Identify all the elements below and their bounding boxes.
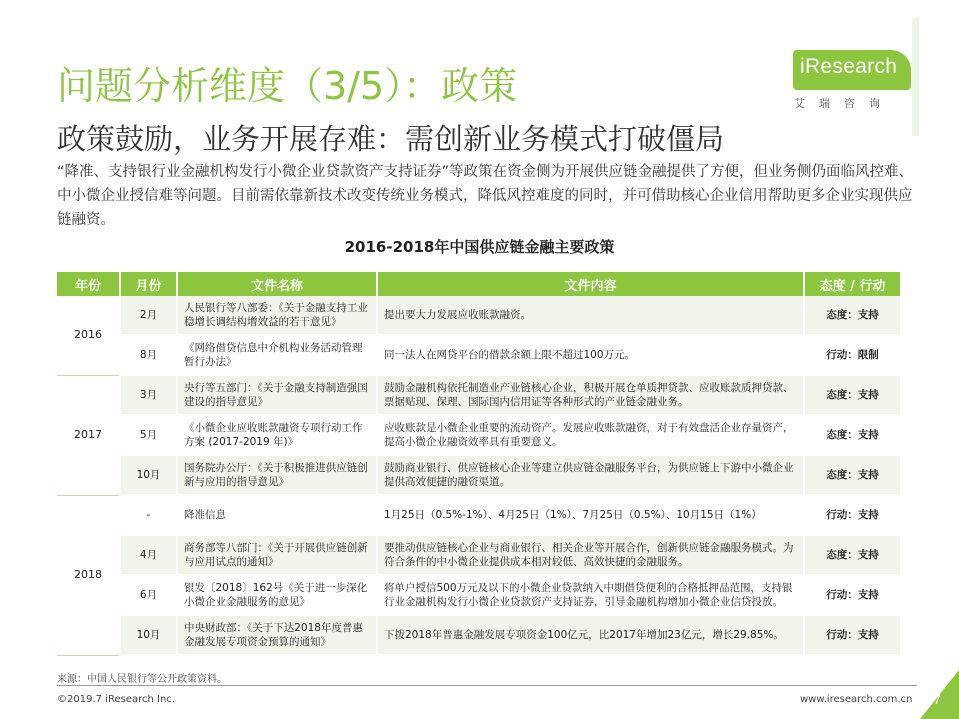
year-cell: 2016 <box>57 296 120 375</box>
doc-content-cell: 将单户授信500万元及以下的小微企业贷款纳入中期借贷便利的合格抵押品范围，支持银行业金融机构发行小微企业贷款资产支持证券，引导金融机构增加小微企业信贷投放。 <box>377 575 804 615</box>
doc-name-cell: 人民银行等八部委：《关于金融支持工业稳增长调结构增效益的若干意见》 <box>177 296 377 335</box>
doc-name-cell: 中央财政部：《关于下达2018年度普惠金融发展专项资金预算的通知》 <box>177 615 377 655</box>
month-cell: 8月 <box>120 335 177 375</box>
stance-cell: 行动：支持 <box>804 575 900 615</box>
header-year: 年份 <box>57 272 120 296</box>
stance-cell: 态度：支持 <box>804 375 900 415</box>
stance-cell: 行动：支持 <box>804 615 900 655</box>
month-cell: 10月 <box>120 455 177 495</box>
header-month: 月份 <box>120 272 177 296</box>
page-subtitle: 政策鼓励，业务开展存难：需创新业务模式打破僵局 <box>57 122 725 156</box>
footer-divider <box>57 685 917 686</box>
year-cell: 2018 <box>57 495 120 655</box>
doc-name-cell: 国务院办公厅：《关于积极推进供应链创新与应用的指导意见》 <box>177 455 377 495</box>
stance-cell: 行动：支持 <box>804 495 900 535</box>
doc-name-cell: 商务部等八部门：《关于开展供应链创新与应用试点的通知》 <box>177 535 377 575</box>
month-cell: 6月 <box>120 575 177 615</box>
table-row <box>57 335 900 375</box>
month-cell: 5月 <box>120 415 177 455</box>
doc-content-cell: 下拨2018年普惠金融发展专项资金100亿元，比2017年增加23亿元，增长29.85%。 <box>377 615 804 655</box>
doc-content-cell: 提出要大力发展应收账款融资。 <box>377 296 804 335</box>
month-cell: 4月 <box>120 535 177 575</box>
table-row <box>57 615 900 655</box>
year-cell: 2017 <box>57 375 120 495</box>
table-row <box>57 455 900 495</box>
header-stance: 态度 / 行动 <box>804 272 900 296</box>
logo-sub-text: 艾瑞咨询 <box>794 97 894 110</box>
table-row <box>57 495 900 535</box>
logo-brand-text: iResearch <box>800 55 898 78</box>
logo-side-bar <box>912 18 919 136</box>
page-number: 7 <box>933 693 942 708</box>
policy-table <box>57 272 900 656</box>
table-row <box>57 575 900 615</box>
doc-content-cell: 要推动供应链核心企业与商业银行、相关企业等开展合作，创新供应链金融服务模式。为符合条件的中小微企业提供成本相对较低、高效快捷的金融服务。 <box>377 535 804 575</box>
table-header-row <box>57 272 900 296</box>
header-doc-content: 文件内容 <box>377 272 804 296</box>
doc-name-cell: 《网络借贷信息中介机构业务活动管理暂行办法》 <box>177 335 377 375</box>
stance-cell: 态度：支持 <box>804 415 900 455</box>
doc-content-cell: 应收账款是小微企业重要的流动资产。发展应收账款融资，对于有效盘活企业存量资产，提高小微企业融资效率具有重要意义。 <box>377 415 804 455</box>
month-cell: 3月 <box>120 375 177 415</box>
doc-content-cell: 同一法人在网贷平台的借款余额上限不超过100万元。 <box>377 335 804 375</box>
doc-name-cell: 降准信息 <box>177 495 377 535</box>
doc-name-cell: 《小微企业应收账款融资专项行动工作方案 (2017-2019 年)》 <box>177 415 377 455</box>
table-row <box>57 415 900 455</box>
header-doc-name: 文件名称 <box>177 272 377 296</box>
table-row <box>57 535 900 575</box>
doc-content-cell: 鼓励金融机构依托制造业产业链核心企业，积极开展仓单质押贷款、应收账款质押贷款、票据贴现、保理、国际国内信用证等各种形式的产业链金融业务。 <box>377 375 804 415</box>
table-row <box>57 296 900 335</box>
intro-paragraph: “降准、支持银行业金融机构发行小微企业贷款资产支持证券”等政策在资金侧为开展供应链金融提供了方便，但业务侧仍面临风控难、中小微企业授信难等问题。目前需依靠新技术改变传统业务模式，降低风控难度的同时，并可借助核心企业信用帮助更多企业实现供应链融资。 <box>57 164 914 228</box>
doc-content-cell: 1月25日（0.5%-1%）、4月25日（1%）、7月25日（0.5%）、10月15日（1%） <box>377 495 804 535</box>
month-cell: - <box>120 495 177 535</box>
table-row <box>57 375 900 415</box>
stance-cell: 态度：支持 <box>804 455 900 495</box>
stance-cell: 行动：限制 <box>804 335 900 375</box>
month-cell: 10月 <box>120 615 177 655</box>
stance-cell: 态度：支持 <box>804 535 900 575</box>
page-title: 问题分析维度（3/5）：政策 <box>57 64 518 108</box>
stance-cell: 态度：支持 <box>804 296 900 335</box>
website-link[interactable]: www.iresearch.com.cn <box>800 694 913 705</box>
doc-content-cell: 鼓励商业银行、供应链核心企业等建立供应链金融服务平台，为供应链上下游中小微企业提供高效便捷的融资渠道。 <box>377 455 804 495</box>
table-caption: 2016-2018年中国供应链金融主要政策 <box>344 238 615 256</box>
month-cell: 2月 <box>120 296 177 335</box>
doc-name-cell: 央行等五部门：《关于金融支持制造强国建设的指导意见》 <box>177 375 377 415</box>
source-note: 来源：中国人民银行等公开政策资料。 <box>57 674 227 685</box>
copyright-text: ©2019.7 iResearch Inc. <box>57 694 175 705</box>
doc-name-cell: 银发〔2018〕162号《关于进一步深化小微企业金融服务的意见》 <box>177 575 377 615</box>
